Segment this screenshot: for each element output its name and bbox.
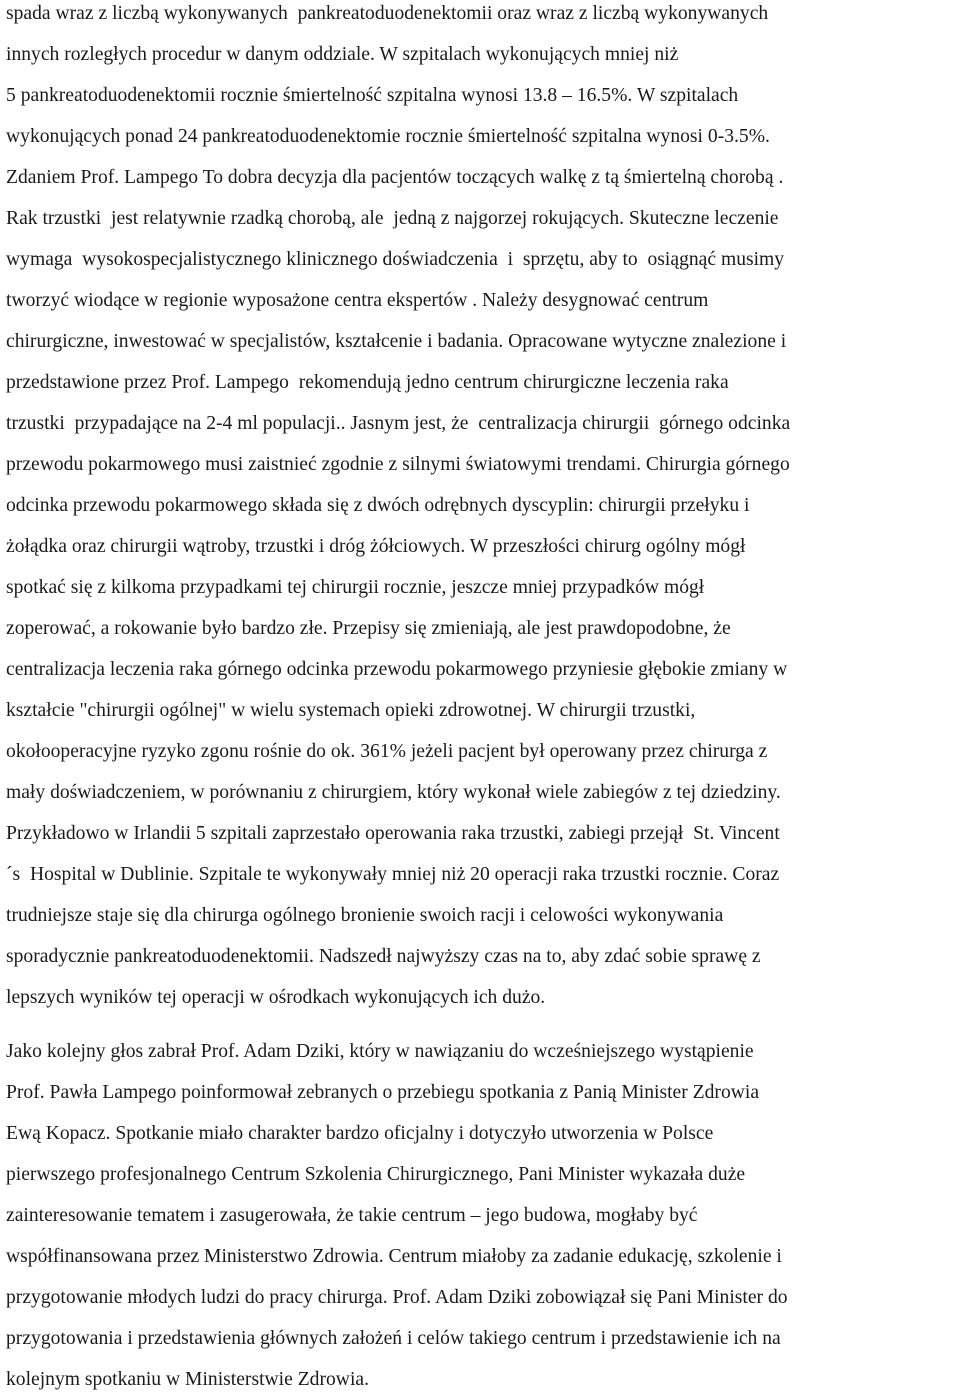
text-line: Jako kolejny głos zabrał Prof. Adam Dziki, który w nawiązaniu do wcześniejszego wystąpienie [6, 1041, 754, 1062]
text-line: tworzyć wiodące w regionie wyposażone centra ekspertów . Należy desygnować centrum [6, 290, 709, 311]
text-line: sporadycznie pankreatoduodenektomii. Nadszedł najwyższy czas na to, aby zdać sobie sprawę z [6, 946, 761, 967]
text-line: lepszych wyników tej operacji w ośrodkach wykonujących ich dużo. [6, 987, 546, 1008]
text-line: wykonujących ponad 24 pankreatoduodenektomie rocznie śmiertelność szpitalna wynosi 0-3.5%. [6, 126, 770, 147]
text-line: przygotowania i przedstawienia głównych założeń i celów takiego centrum i przedstawienie ich na [6, 1328, 781, 1349]
text-line: Prof. Pawła Lampego poinformował zebranych o przebiegu spotkania z Panią Minister Zdrowia [6, 1082, 760, 1103]
text-line: 5 pankreatoduodenektomii rocznie śmiertelność szpitalna wynosi 13.8 – 16.5%. W szpitalach [6, 85, 739, 106]
text-line: pierwszego profesjonalnego Centrum Szkolenia Chirurgicznego, Pani Minister wykazała duże [6, 1164, 746, 1185]
text-line: przewodu pokarmowego musi zaistnieć zgodnie z silnymi światowymi trendami. Chirurgia górnego [6, 454, 790, 475]
text-line: przedstawione przez Prof. Lampego rekomendują jedno centrum chirurgiczne leczenia raka [6, 372, 729, 393]
text-line: Ewą Kopacz. Spotkanie miało charakter bardzo oficjalny i dotyczyło utworzenia w Polsce [6, 1123, 714, 1144]
text-line: wymaga wysokospecjalistycznego klinicznego doświadczenia i sprzętu, aby to osiągnąć musimy [6, 249, 785, 270]
text-line: zainteresowanie tematem i zasugerowała, że takie centrum – jego budowa, mogłaby być [6, 1205, 698, 1226]
text-line: mały doświadczeniem, w porównaniu z chirurgiem, który wykonał wiele zabiegów z tej dziedziny. [6, 782, 781, 803]
text-line: Przykładowo w Irlandii 5 szpitali zaprzestało operowania raka trzustki, zabiegi przejął St. Vincent [6, 823, 780, 844]
text-line: odcinka przewodu pokarmowego składa się z dwóch odrębnych dyscyplin: chirurgii przełyku i [6, 495, 750, 516]
text-line: kolejnym spotkaniu w Ministerstwie Zdrowia. [6, 1369, 369, 1390]
text-line: trudniejsze staje się dla chirurga ogólnego bronienie swoich racji i celowości wykonywania [6, 905, 724, 926]
text-line: chirurgiczne, inwestować w specjalistów, kształcenie i badania. Opracowane wytyczne znalezione i [6, 331, 787, 352]
text-line: żołądka oraz chirurgii wątroby, trzustki i dróg żółciowych. W przeszłości chirurg ogólny mógł [6, 536, 746, 557]
text-line: spotkać się z kilkoma przypadkami tej chirurgii rocznie, jeszcze mniej przypadków mógł [6, 577, 705, 598]
text-line: przygotowanie młodych ludzi do pracy chirurga. Prof. Adam Dziki zobowiązał się Pani Minister do [6, 1287, 788, 1308]
text-line: okołooperacyjne ryzyko zgonu rośnie do ok. 361% jeżeli pacjent był operowany przez chirurga z [6, 741, 768, 762]
text-line: Rak trzustki jest relatywnie rzadką chorobą, ale jedną z najgorzej rokujących. Skuteczne leczenie [6, 208, 779, 229]
text-line: innych rozległych procedur w danym oddziale. W szpitalach wykonujących mniej niż [6, 44, 679, 65]
text-line: kształcie "chirurgii ogólnej" w wielu systemach opieki zdrowotnej. W chirurgii trzustki, [6, 700, 696, 721]
text-line: zoperować, a rokowanie było bardzo złe. Przepisy się zmieniają, ale jest prawdopodobne, że [6, 618, 731, 639]
text-line: ´s Hospital w Dublinie. Szpitale te wykonywały mniej niż 20 operacji raka trzustki rocznie. Coraz [6, 864, 780, 885]
text-line: trzustki przypadające na 2-4 ml populacji.. Jasnym jest, że centralizacja chirurgii górnego odcinka [6, 413, 791, 434]
text-line: centralizacja leczenia raka górnego odcinka przewodu pokarmowego przyniesie głębokie zmiany w [6, 659, 788, 680]
text-line: spada wraz z liczbą wykonywanych pankreatoduodenektomii oraz wraz z liczbą wykonywanych [6, 3, 769, 24]
text-line: Zdaniem Prof. Lampego To dobra decyzja dla pacjentów toczących walkę z tą śmiertelną chorobą . [6, 167, 784, 188]
text-line: współfinansowana przez Ministerstwo Zdrowia. Centrum miałoby za zadanie edukację, szkolenie i [6, 1246, 782, 1267]
